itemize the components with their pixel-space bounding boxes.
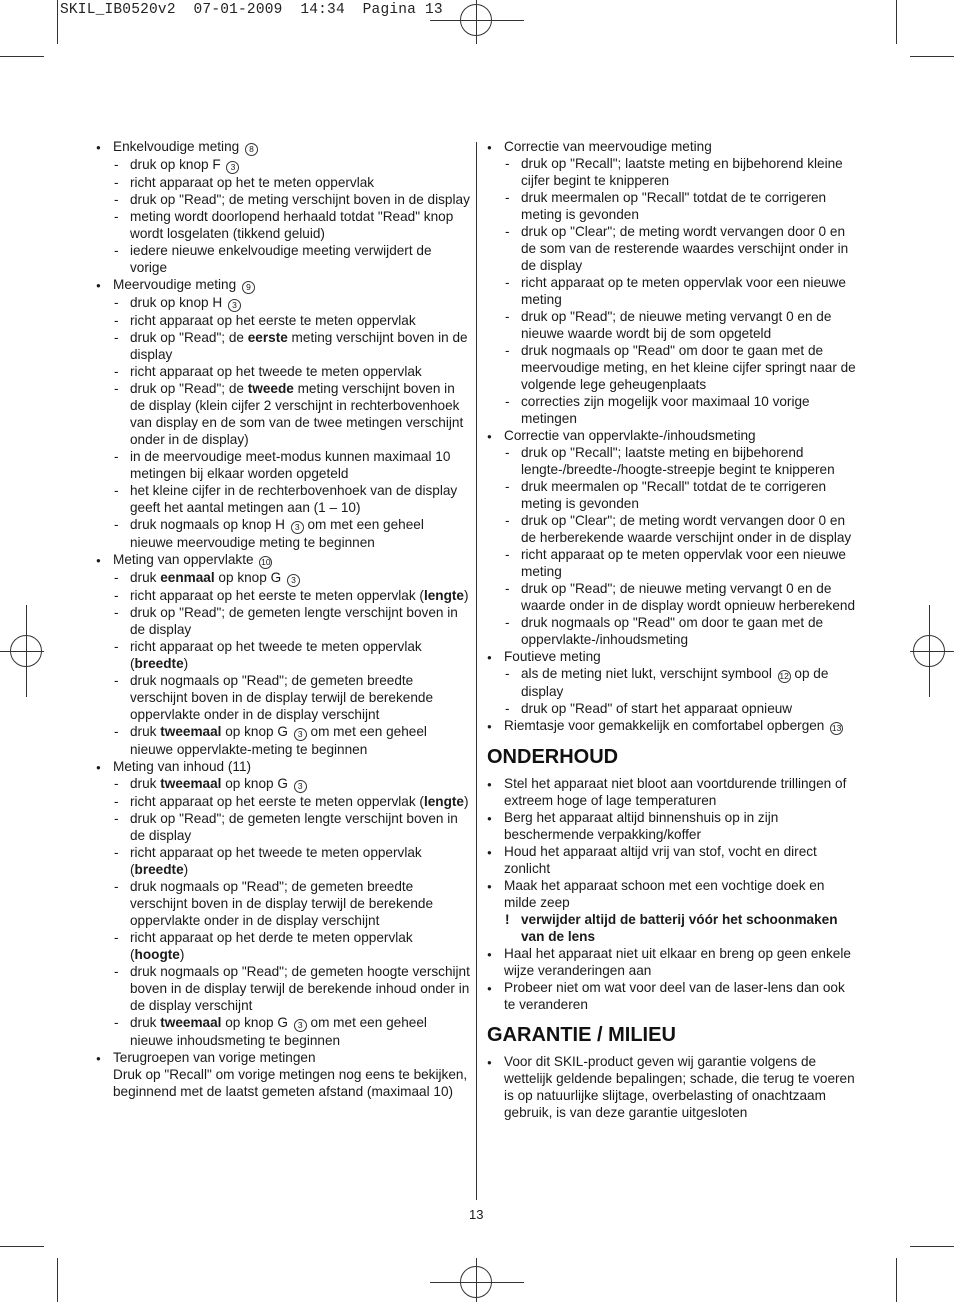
sub-item: - druk nogmaals op "Read"; de gemeten breedte verschijnt boven in de display terwijl de berekende oppervlakte onder in de display verschijnt [96, 672, 470, 723]
sub-item: - iedere nieuwe enkelvoudige meeting verwijdert de vorige [96, 242, 470, 276]
registration-line [430, 1282, 524, 1283]
crop-mark [896, 1258, 897, 1302]
sub-item: - druk op "Read"; de gemeten lengte verschijnt boven in de display [96, 604, 470, 638]
crop-mark [896, 0, 897, 44]
crop-mark [910, 1246, 954, 1247]
list-item-multiple-measurement: ● Meervoudige meting 9 [96, 276, 470, 294]
sub-item: - druk op "Clear"; de meting wordt vervangen door 0 en de herberekende waarde verschijnt onder in de display [487, 512, 859, 546]
sub-item: - druk tweemaal op knop G 3 om met een geheel nieuwe inhoudsmeting te beginnen [96, 1014, 470, 1049]
list-item: ● Berg het apparaat altijd binnenshuis op in zijn beschermende verpakking/koffer [487, 809, 859, 843]
sub-item: - druk nogmaals op "Read" om door te gaan met de meervoudige meting, en het kleine cijfer springt naar de volgende lege geheugenplaats [487, 342, 859, 393]
sub-item: - druk op "Read"; de nieuwe meting vervangt 0 en de nieuwe waarde wordt bij de som opgeteld [487, 308, 859, 342]
ref-number-icon: 3 [294, 728, 307, 741]
sub-item: - druk eenmaal op knop G 3 [96, 569, 470, 587]
sub-item: - druk op "Clear"; de meting wordt vervangen door 0 en de som van de resterende waardes verschijnt onder in de display [487, 223, 859, 274]
recall-description: Druk op "Recall" om vorige metingen nog eens te bekijken, beginnend met de laatst gemeten afstand (maximaal 10) [113, 1067, 468, 1099]
list-item-recall: ● Terugroepen van vorige metingen [96, 1049, 470, 1066]
sub-item: - druk op knop F 3 [96, 156, 470, 174]
warning-note: ! verwijder altijd de batterij vóór het schoonmaken van de lens [487, 911, 859, 945]
sub-item: - druk meermalen op "Recall" totdat de te corrigeren meting is gevonden [487, 478, 859, 512]
sub-item: - druk nogmaals op knop H 3 om met een geheel nieuwe meervoudige meting te beginnen [96, 516, 470, 551]
sub-item: - druk meermalen op "Recall" totdat de te corrigeren meting is gevonden [487, 189, 859, 223]
list-item: ● Stel het apparaat niet bloot aan voortdurende trillingen of extreem hoge of lage temperaturen [487, 775, 859, 809]
sub-item: - druk nogmaals op "Read"; de gemeten breedte verschijnt boven in de display terwijl de berekende oppervlakte onder in de display verschijnt [96, 878, 470, 929]
registration-line [0, 651, 44, 652]
list-item: ● Voor dit SKIL-product geven wij garantie volgens de wettelijk geldende bepalingen; schade, die terug te voeren is op natuurlijke slijtage, overbelasting of onachtzaam gebruik, is van deze garantie uitgesloten [487, 1053, 859, 1121]
right-column [487, 138, 859, 1121]
registration-line [476, 1258, 477, 1302]
section-heading-maintenance: ONDERHOUD [487, 746, 619, 768]
sub-item: - richt apparaat op het eerste te meten oppervlak (lengte) [96, 793, 470, 810]
crop-mark [910, 56, 954, 57]
list-item: ● Maak het apparaat schoon met een vochtige doek en milde zeep [487, 877, 859, 911]
list-item-correction-multiple: ● Correctie van meervoudige meting [487, 138, 859, 155]
ref-number-icon: 3 [226, 161, 239, 174]
ref-number-icon: 3 [287, 574, 300, 587]
sub-item: - richt apparaat op het tweede te meten oppervlak (breedte) [96, 844, 470, 878]
sub-item: - richt apparaat op te meten oppervlak voor een nieuwe meting [487, 546, 859, 580]
page-number: 13 [469, 1207, 484, 1222]
sub-item: - druk nogmaals op "Read" om door te gaan met de oppervlakte-/inhoudsmeting [487, 614, 859, 648]
sub-item: - richt apparaat op te meten oppervlak voor een nieuwe meting [487, 274, 859, 308]
list-item-single-measurement: ● Enkelvoudige meting 8 [96, 138, 470, 156]
list-item: ● Haal het apparaat niet uit elkaar en breng op geen enkele wijze veranderingen aan [487, 945, 859, 979]
sub-item: - richt apparaat op het eerste te meten oppervlak (lengte) [96, 587, 470, 604]
sub-item: - druk op "Read" of start het apparaat opnieuw [487, 700, 859, 717]
sub-item: - in de meervoudige meet-modus kunnen maximaal 10 metingen bij elkaar worden opgeteld [96, 448, 470, 482]
list-item-volume-measurement: ● Meting van inhoud (11) [96, 758, 470, 775]
ref-number-icon: 3 [291, 521, 304, 534]
registration-line [910, 651, 954, 652]
print-header: SKIL_IB0520v2 07-01-2009 14:34 Pagina 13 [60, 2, 443, 18]
sub-item: - richt apparaat op het te meten oppervlak [96, 174, 470, 191]
list-item-area-measurement: ● Meting van oppervlakte 10 [96, 551, 470, 569]
list-item-wrong-measurement: ● Foutieve meting [487, 648, 859, 665]
left-column [96, 138, 470, 1100]
sub-item: - meting wordt doorlopend herhaald totdat "Read" knop wordt losgelaten (tikkend geluid) [96, 208, 470, 242]
ref-number-icon: 9 [242, 281, 255, 294]
sub-item: - druk op "Recall"; laatste meting en bijbehorend kleine cijfer begint te knipperen [487, 155, 859, 189]
sub-item: - druk op "Recall"; laatste meting en bijbehorend lengte-/breedte-/hoogte-streepje begint te knipperen [487, 444, 859, 478]
sub-item: - richt apparaat op het eerste te meten oppervlak [96, 312, 470, 329]
sub-item: - correcties zijn mogelijk voor maximaal 10 vorige metingen [487, 393, 859, 427]
sub-item: - het kleine cijfer in de rechterbovenhoek van de display geeft het aantal metingen aan (1 – 10) [96, 482, 470, 516]
sub-item: - richt apparaat op het tweede te meten oppervlak [96, 363, 470, 380]
registration-line [476, 0, 477, 44]
sub-item: - druk tweemaal op knop G 3 om met een geheel nieuwe oppervlakte-meting te beginnen [96, 723, 470, 758]
list-item-correction-area: ● Correctie van oppervlakte-/inhoudsmeting [487, 427, 859, 444]
ref-number-icon: 13 [831, 723, 842, 733]
list-item: ● Probeer niet om wat voor deel van de laser-lens dan ook te veranderen [487, 979, 859, 1013]
crop-mark [57, 0, 58, 44]
crop-mark [0, 56, 44, 57]
sub-item: - druk op "Read"; de gemeten lengte verschijnt boven in de display [96, 810, 470, 844]
ref-number-icon: 3 [294, 780, 307, 793]
ref-number-icon: 8 [245, 143, 258, 156]
sub-item: - druk op knop H 3 [96, 294, 470, 312]
ref-number-icon: 3 [294, 1019, 307, 1032]
sub-item: - richt apparaat op het tweede te meten oppervlak (breedte) [96, 638, 470, 672]
ref-number-icon: 10 [261, 557, 271, 567]
sub-item: - druk nogmaals op "Read"; de gemeten hoogte verschijnt boven in de display terwijl de berekende inhoud onder in de display verschijnt [96, 963, 470, 1014]
ref-number-icon: 3 [228, 299, 241, 312]
ref-number-icon: 12 [779, 671, 789, 681]
list-item-belt-pouch: ● Riemtasje voor gemakkelijk en comfortabel opbergen 13 [487, 717, 859, 735]
sub-item: - richt apparaat op het derde te meten oppervlak (hoogte) [96, 929, 470, 963]
crop-mark [0, 1246, 44, 1247]
sub-item: - druk op "Read"; de nieuwe meting vervangt 0 en de waarde onder in de display wordt opnieuw herberekend [487, 580, 859, 614]
sub-item: - druk tweemaal op knop G 3 [96, 775, 470, 793]
sub-item: - druk op "Read"; de meting verschijnt boven in de display [96, 191, 470, 208]
crop-mark [57, 1258, 58, 1302]
sub-item: - als de meting niet lukt, verschijnt symbool 12 op de display [487, 665, 859, 700]
sub-item: - druk op "Read"; de eerste meting verschijnt boven in de display [96, 329, 470, 363]
sub-item: - druk op "Read"; de tweede meting verschijnt boven in de display (klein cijfer 2 verschijnt in rechterbovenhoek van display en de som van de twee metingen verschijnt onder in de display) [96, 380, 470, 448]
section-heading-warranty: GARANTIE / MILIEU [487, 1024, 676, 1046]
column-divider [476, 142, 477, 1200]
registration-line [430, 20, 524, 21]
list-item: ● Houd het apparaat altijd vrij van stof, vocht en direct zonlicht [487, 843, 859, 877]
